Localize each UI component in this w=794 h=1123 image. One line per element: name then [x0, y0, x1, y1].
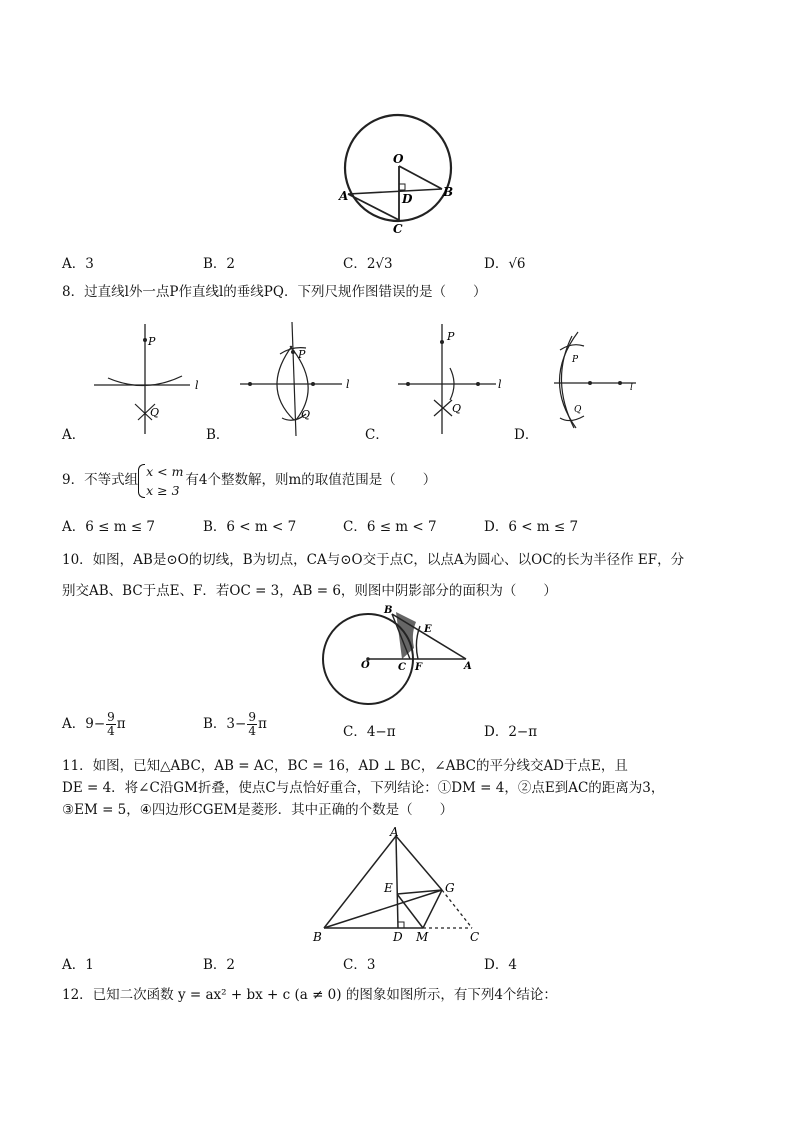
- q10-option-c[interactable]: [343, 720, 396, 740]
- q8-figure-b: [236, 318, 361, 438]
- q8c-label-Q: Q: [452, 402, 462, 415]
- q11-option-a[interactable]: A．1: [62, 957, 94, 973]
- q7-label-O: O: [393, 152, 404, 166]
- q10-option-b[interactable]: [203, 711, 267, 738]
- q10-option-a-num: 9: [107, 710, 115, 724]
- q10-label-C: C: [398, 662, 406, 673]
- q7-label-D: D: [402, 192, 413, 206]
- q7-label-A: A: [339, 189, 349, 203]
- q8a-label-l: l: [195, 379, 199, 392]
- q10-option-a-post: π: [116, 716, 126, 732]
- q11-question-line3: ③EM = 5，④四边形CGEM是菱形．其中正确的个数是（ ）: [62, 802, 454, 818]
- q11-label-M: M: [416, 930, 429, 944]
- q9-option-d[interactable]: D．6 < m ≤ 7: [484, 519, 579, 535]
- q8b-label-l: l: [346, 378, 350, 391]
- q11-label-G: G: [445, 881, 455, 895]
- q10-option-d-label: D．: [484, 724, 509, 740]
- q9-inequality-system: [138, 462, 183, 500]
- q8a-label-P: P: [148, 335, 156, 348]
- q9-option-b[interactable]: B．6 < m < 7: [203, 519, 297, 535]
- q11-label-D: D: [393, 930, 403, 944]
- q10-option-b-den: 4: [248, 724, 256, 738]
- q8b-label-Q: Q: [301, 408, 311, 421]
- q9-options: [0, 515, 794, 535]
- q7-label-C: C: [393, 222, 403, 235]
- q8d-label-P: P: [572, 355, 579, 365]
- q10-question-line2: 别交AB、BC于点E、F．若OC = 3，AB = 6，则图中阴影部分的面积为（ ）: [62, 583, 557, 599]
- q9-option-c[interactable]: C．6 ≤ m < 7: [343, 519, 437, 535]
- q10-label-E: E: [424, 624, 432, 635]
- q9-prefix: 9．不等式组: [62, 472, 139, 488]
- q10-option-a-fraction: [106, 711, 116, 738]
- q8-option-a[interactable]: A．: [62, 427, 86, 443]
- q10-option-c-label: C．: [343, 724, 367, 740]
- q8-figure-a: [88, 316, 208, 438]
- q11-label-E: E: [384, 881, 393, 895]
- q10-option-b-num: 9: [248, 710, 256, 724]
- q11-label-C: C: [470, 930, 480, 944]
- q8-figure-d: [536, 324, 648, 436]
- q10-circle-figure: [318, 604, 478, 706]
- q10-option-b-pre: 3−: [226, 716, 247, 732]
- q9-suffix: 有4个整数解，则m的取值范围是（ ）: [185, 472, 437, 488]
- q10-option-a-label: A．: [62, 716, 86, 732]
- q7-option-a[interactable]: A．3: [62, 256, 94, 272]
- q8d-label-Q: Q: [574, 405, 582, 415]
- q10-options: [0, 711, 794, 751]
- q10-option-b-post: π: [257, 716, 267, 732]
- q11-question-line2: DE = 4．将∠C沿GM折叠，使点C与点恰好重合，下列结论：①DM = 4，②点E到AC的距离为3，: [62, 780, 665, 796]
- q11-options: [0, 953, 794, 973]
- q10-label-O: O: [361, 660, 370, 671]
- q10-option-c-value: 4−π: [366, 724, 396, 740]
- q7-circle-figure: [330, 110, 470, 235]
- q10-option-a-den: 4: [107, 724, 115, 738]
- q8-option-d[interactable]: D．: [514, 427, 539, 443]
- q8-figure-c: [394, 318, 514, 438]
- q10-label-A: A: [464, 661, 472, 672]
- q9-inequality-2: x ≥ 3: [146, 482, 180, 498]
- q7-options: [0, 252, 794, 272]
- q10-label-B: B: [384, 605, 393, 616]
- q8c-label-l: l: [498, 378, 502, 391]
- q8b-label-P: P: [298, 348, 306, 361]
- q8c-label-P: P: [447, 330, 455, 343]
- q7-label-B: B: [443, 185, 454, 199]
- q7-option-c[interactable]: C．2√3: [343, 256, 393, 272]
- q9-inequality-1: x < m: [146, 463, 184, 479]
- q10-option-b-label: B．: [203, 716, 227, 732]
- q8-options: [0, 423, 794, 443]
- q10-question-line1: 10．如图，AB是⊙O的切线，B为切点，CA与⊙O交于点C，以点A为圆心、以OC的长为半径作 EF，分: [62, 552, 685, 568]
- q8a-label-Q: Q: [150, 406, 160, 419]
- q10-label-F: F: [415, 662, 423, 673]
- q9-question-text: [62, 458, 436, 502]
- q11-label-B: B: [313, 930, 322, 944]
- q8-question-text: 8．过直线l外一点P作直线l的垂线PQ．下列尺规作图错误的是（ ）: [62, 284, 487, 300]
- q10-option-b-fraction: [247, 711, 257, 738]
- q11-option-c[interactable]: C．3: [343, 957, 376, 973]
- q8-option-b[interactable]: B．: [206, 427, 230, 443]
- q10-option-d[interactable]: [484, 720, 537, 740]
- q11-label-A: A: [390, 826, 399, 839]
- q10-option-a[interactable]: [62, 711, 126, 738]
- q11-option-d[interactable]: D．4: [484, 957, 517, 973]
- q10-option-d-value: 2−π: [508, 724, 538, 740]
- q7-option-d[interactable]: D．√6: [484, 256, 526, 272]
- q11-question-line1: 11．如图，已知△ABC，AB = AC，BC = 16，AD ⊥ BC，∠ABC的平分线交AD于点E，且: [62, 758, 628, 774]
- q10-option-a-pre: 9−: [85, 716, 106, 732]
- q8-option-c[interactable]: C．: [365, 427, 389, 443]
- q7-option-b[interactable]: B．2: [203, 256, 236, 272]
- q11-triangle-figure: [308, 826, 488, 946]
- q12-question-text: 12．已知二次函数 y = ax² + bx + c (a ≠ 0) 的图象如图所示，有下列4个结论：: [62, 987, 557, 1003]
- q9-option-a[interactable]: A．6 ≤ m ≤ 7: [62, 519, 156, 535]
- q11-option-b[interactable]: B．2: [203, 957, 236, 973]
- q8d-label-l: l: [630, 383, 633, 393]
